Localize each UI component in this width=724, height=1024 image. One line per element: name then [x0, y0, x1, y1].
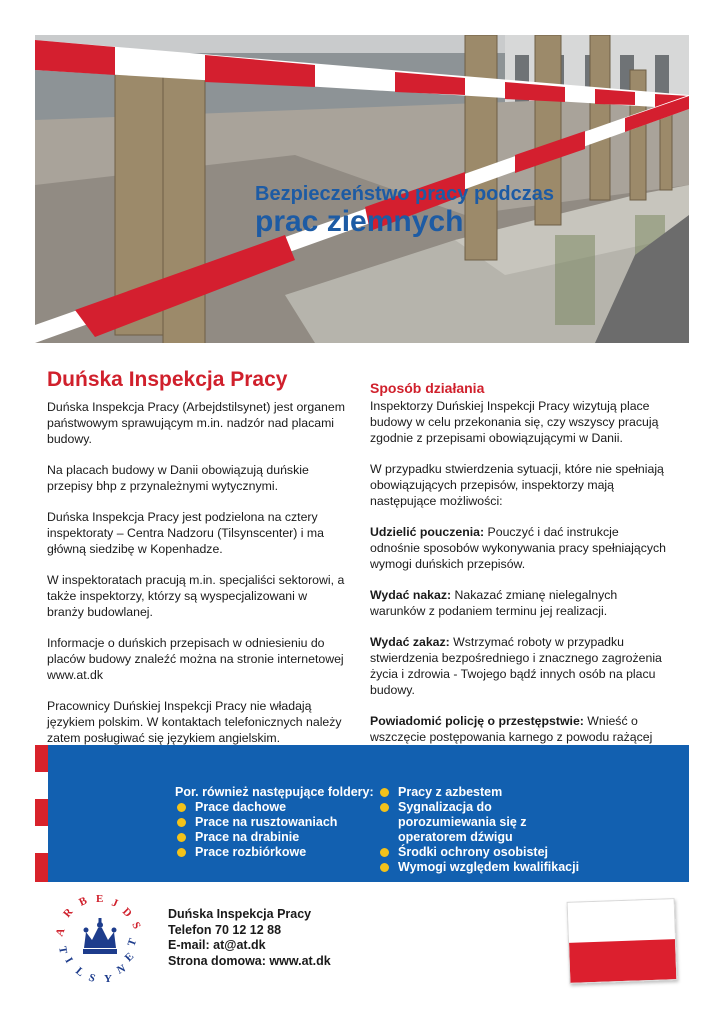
left-paragraph-3: Duńska Inspekcja Pracy jest podzielona na cztery inspektoraty – Centra Nadzoru (Tilsynscenter) i ma główną siedzibę w Kopenhadze. — [47, 510, 325, 556]
left-paragraph-5: Informacje o duńskich przepisach w odniesieniu do placów budowy znaleźć można na stronie internetowej www.at.dk — [47, 636, 344, 682]
post-3 — [465, 35, 497, 260]
folder-item-cont[interactable]: porozumiewania się z — [398, 815, 527, 829]
action-instruct — [370, 524, 670, 572]
action-ban — [370, 634, 670, 698]
hero-title-line1: Bezpieczeństwo pracy podczas — [255, 183, 554, 205]
left-paragraph-6: Pracownicy Duńskiej Inspekcji Pracy nie władają językiem polskim. W kontaktach telefonicznych należy zatem posługiwać się językiem angielskim. — [47, 699, 342, 745]
left-paragraph-4: W inspektoratach pracują m.in. specjaliści sektorowi, a także inspektorzy, którzy są wyspecjalizowani w branży budowlanej. — [47, 573, 345, 619]
edge-stripe-white — [35, 772, 48, 799]
folders-list-left — [175, 785, 374, 860]
flag-red — [569, 939, 676, 983]
right-column — [370, 380, 670, 776]
svg-text:S: S — [129, 920, 143, 931]
left-paragraph-1: Duńska Inspekcja Pracy (Arbejdstilsynet) jest organem państwowym sprawującym m.in. nadzór nad placami budowy. — [47, 400, 345, 446]
folder-item-cont[interactable]: operatorem dźwigu — [398, 830, 513, 844]
folders-title: Por. również następujące foldery: — [175, 785, 374, 799]
contact-web[interactable]: Strona domowa: www.at.dk — [168, 953, 331, 968]
action-ban-text: Wstrzymać roboty w przypadku stwierdzenia bezpośredniego i znacznego zagrożenia życia i zdrowia - Twojego bądź innych osób na placu budowy. — [370, 635, 662, 697]
action-order — [370, 587, 670, 619]
folder-item[interactable]: Pracy z azbestem — [378, 785, 579, 800]
folder-item[interactable]: Wymogi względem kwalifikacji — [378, 860, 579, 875]
svg-text:T: T — [125, 937, 140, 949]
post-5 — [590, 35, 610, 200]
action-order-label: Wydać nakaz: — [370, 588, 452, 602]
contact-phone[interactable]: Telefon 70 12 12 88 — [168, 922, 282, 937]
edge-stripe-red — [35, 799, 48, 826]
svg-text:Y: Y — [104, 973, 112, 985]
folder-item[interactable]: Prace na drabinie — [175, 830, 374, 845]
svg-text:N: N — [115, 962, 128, 977]
section-heading-inspection: Duńska Inspekcja Pracy — [47, 368, 288, 391]
left-column — [47, 368, 347, 761]
right-paragraph-1: Inspektorzy Duńskiej Inspekcji Pracy wizytują place budowy w celu przekonania się, czy wszyscy pracują zgodnie z przepisami obowiązującymi w Danii. — [370, 399, 659, 445]
svg-text:J: J — [109, 896, 120, 910]
svg-text:I: I — [62, 955, 75, 966]
post-6 — [630, 70, 646, 200]
folder-item[interactable]: Prace rozbiórkowe — [175, 845, 374, 860]
contact-email[interactable]: E-mail: at@at.dk — [168, 938, 266, 952]
svg-text:T: T — [56, 945, 70, 955]
svg-text:E: E — [122, 950, 137, 965]
svg-text:E: E — [96, 893, 104, 905]
action-instruct-text: Pouczyć i dać instrukcje odnośnie sposobów wykonywania pracy spełniających wymogi duńskich przepisów. — [370, 525, 666, 571]
action-ban-label: Wydać zakaz: — [370, 635, 450, 649]
folders-list-right — [378, 785, 579, 875]
edge-stripe-red — [35, 853, 48, 882]
contact-block — [168, 907, 331, 969]
svg-text:L: L — [73, 965, 87, 980]
folder-item[interactable]: Prace na rusztowaniach — [175, 815, 374, 830]
folder-item[interactable]: Prace dachowe — [175, 800, 374, 815]
action-police-label: Powiadomić policję o przestępstwie: — [370, 714, 584, 728]
svg-text:B: B — [77, 894, 89, 909]
edge-stripe-red — [35, 745, 48, 772]
section-heading-procedure: Sposób działania — [370, 380, 485, 396]
svg-text:R: R — [61, 906, 76, 920]
folder-item[interactable]: Sygnalizacja do — [378, 800, 579, 815]
arbejdstilsynet-logo — [50, 890, 150, 990]
contact-name: Duńska Inspekcja Pracy — [168, 907, 312, 921]
action-order-text: Nakazać zmianę nielegalnych warunków z podaniem terminu jej realizacji. — [370, 588, 618, 618]
folder-item[interactable]: Środki ochrony osobistej — [378, 845, 579, 860]
hero-title-line2: prac ziemnych — [255, 205, 464, 238]
hero-photo — [35, 35, 689, 343]
left-paragraph-2: Na placach budowy w Danii obowiązują duńskie przepisy bhp z przynależnymi wytycznymi. — [47, 463, 309, 493]
polish-flag — [567, 898, 678, 984]
svg-text:A: A — [53, 926, 68, 939]
crown-icon — [50, 890, 150, 990]
action-instruct-label: Udzielić pouczenia: — [370, 525, 485, 539]
action-police-text: Wnieść o wszczęcie postępowania karnego z powodu rażącej — [370, 714, 653, 744]
svg-text:D: D — [119, 905, 134, 920]
right-paragraph-2: W przypadku stwierdzenia sytuacji, które nie spełniają obowiązujących przepisów, inspektorzy mają następujące możliwości: — [370, 462, 664, 508]
svg-text:S: S — [86, 971, 97, 985]
flag-white — [568, 899, 675, 943]
edge-stripe-white — [35, 826, 48, 853]
